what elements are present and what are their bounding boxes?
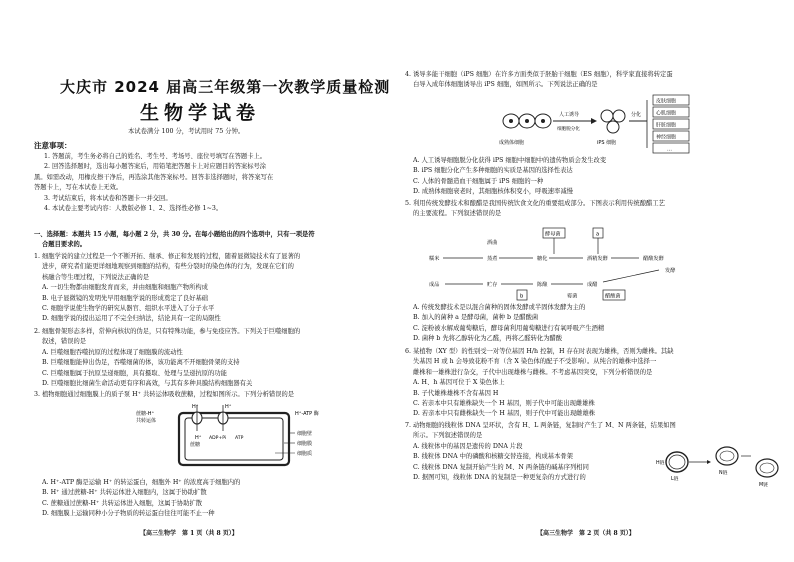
- fig5-steam: 蒸煮: [487, 256, 498, 262]
- question-6: [405, 347, 787, 420]
- note-line: 1. 答题前，考生务必将自己的姓名、考生号、考场号、座位号填写在答题卡上。: [44, 153, 267, 160]
- fig3-membrane-label: 细胞膜: [297, 441, 313, 447]
- fig5-aging: 陈酿: [537, 282, 548, 288]
- q6-option-b: B. 子代雄株雄株不含有基因 H: [413, 389, 499, 397]
- q7-option-d: D. 据图可知，线粒体 DNA 的复制是一种更复杂的方式进行的: [413, 474, 586, 482]
- q6-option-d: D. 若亲本中只有雌株缺失一个 H 基因，则子代中可能出现雌雄株: [413, 410, 596, 418]
- fig4-cell-item: 心肌细胞: [656, 110, 677, 117]
- q1-line: 进步，研究者们能更详细地观察到细胞的结构，有些分裂时的染色体的行为，发现在它们的: [42, 263, 294, 271]
- figure-4-ips: [497, 94, 717, 154]
- note-line: 黑。如需改动，用橡皮擦干净后，再选涂其他答案标号。回答非选择题时，将答案写在: [34, 173, 274, 181]
- fig3-atpase-label: H⁺-ATP 酶: [295, 411, 319, 417]
- q4-line: 白导入成年体细胞诱导出 iPS 细胞，如图所示。下列说法正确的是: [413, 81, 598, 89]
- q2-option-d: D. 巨噬细胞比细菌生命活动更有序和高效，与其有多种具膜结构细胞器有关: [42, 380, 253, 388]
- fig3-h-label: H⁺: [195, 435, 202, 441]
- fig7-l-strand: L链: [671, 477, 679, 482]
- q3-option-d: D. 细胞膜上运输同种小分子物质的转运蛋白往往可能不止一种: [42, 510, 215, 518]
- note-line: 4. 本试卷主要考试内容：人教版必修 1、2、选择性必修 1~3。: [44, 205, 223, 213]
- notes-block: [34, 152, 384, 214]
- differentiated-cells-list: [653, 95, 689, 153]
- fig3-h-label: H⁺: [192, 404, 199, 410]
- q6-line: 6. 某植物（XY 型）的性别受一对等位基因 H/h 控制，H 存在时表现为雄株，否则为雌株。其缺: [405, 348, 674, 355]
- fig5-bacteria: 醋酸菌: [605, 293, 621, 300]
- q4-option-a: A. 人工诱导细胞脱分化获得 iPS 细胞中细胞中的遗传物质会发生改变: [413, 157, 607, 164]
- fig5-sugar: 糖化: [537, 256, 548, 262]
- mature-cells: [503, 114, 551, 128]
- fig5-yeast: 酵母菌: [545, 231, 561, 238]
- question-3-options: [42, 478, 392, 520]
- fig3-symporter-label: 蔗糖-H⁺: [136, 411, 155, 417]
- q3-line: 3. 植物细胞通过细胞膜上的质子泵 H⁺ 共转运体吸收蔗糖，过程如图所示。下列分析错误的是: [34, 391, 295, 398]
- q2-option-a: A. 巨噬细胞吞噬抗原的过程体现了细胞膜的流动性: [42, 348, 183, 356]
- fig4-ips-label: iPS 细胞: [597, 140, 617, 146]
- fig4-induce-label: 人工诱导: [559, 112, 580, 118]
- q1-line: 核融合等生理过程，下列说法正确的是: [42, 273, 150, 281]
- section-line: 合题目要求的。: [42, 241, 87, 249]
- q2-option-c: C. 巨噬细胞属于抗原呈递细胞，具有摄取、处理与呈递抗原的功能: [42, 369, 227, 377]
- q7-option-b: B. 线粒体 DNA 中的磷酸和核糖交替连接，构成基本骨架: [413, 453, 573, 461]
- figure-3-transport: [135, 401, 355, 473]
- question-4: [405, 70, 785, 91]
- q4-option-c: C. 人体的骨髓造血干细胞属于 iPS 细胞的一种: [413, 177, 544, 185]
- page-footer: 【高三生物学 第 1 页（共 8 页）】: [140, 530, 238, 537]
- fig4-cell-item: 肝脏细胞: [656, 122, 677, 129]
- q2-line: 2. 细胞骨架形态多样，常伸向核状的伪足，只有特殊功能，参与免疫应答。下列关于巨噬细胞的: [34, 328, 301, 335]
- right-page: [397, 0, 794, 562]
- subject-title: 生物学试卷: [140, 102, 261, 124]
- fig3-cytoplasm-label: 细胞质: [297, 451, 313, 457]
- q4-option-d: D. 成熟体细胞衰老时，其细胞核体积变小，呼吸速率减慢: [413, 188, 573, 196]
- q5-option-c: C. 淀粉被水解成葡萄糖后，酵母菌利用葡萄糖进行有氧呼吸产生酒精: [413, 324, 605, 332]
- q7-line: 7. 动物细胞的线粒体 DNA 呈环状，含有 H、L 两条链，复制时产生了 M、N 两条链，结果如图: [405, 422, 676, 429]
- fig4-mature-label: 成熟体细胞: [499, 140, 525, 146]
- exam-title: 大庆市 2024 届高三年级第一次教学质量检测: [60, 78, 391, 96]
- q5-option-b: B. 加入的菌种 a 是酵母菌，菌种 b 是醋酸菌: [413, 314, 539, 322]
- fig5-raw: 糯米: [429, 256, 440, 262]
- exam-info: 本试卷满分 100 分，考试用时 75 分钟。: [128, 128, 245, 135]
- fig5-ferment: 发酵: [665, 268, 676, 274]
- fig5-storage: 贮存: [487, 282, 498, 288]
- q6-line: 雌株和一雄株进行杂交，子代中出现雄株与雌株。不考虑基因突变，下列分析错误的是: [413, 368, 653, 376]
- fig5-product: 成品: [429, 282, 440, 288]
- q3-option-a: A. H⁺-ATP 酶是运输 H⁺ 的转运蛋白，细胞外 H⁺ 的浓度高于细胞内的: [42, 479, 241, 486]
- fig4-cell-item: 神经细胞: [656, 134, 677, 141]
- fig4-dediff-label: 细胞脱分化: [557, 127, 580, 132]
- fig4-diff-label: 分化: [631, 112, 642, 118]
- figure-5-vinegar-process: [427, 226, 727, 302]
- ips-cells: [601, 110, 625, 133]
- fig5-acetic: 醋酸发酵: [643, 256, 664, 262]
- fig7-n-strand: N链: [719, 471, 728, 476]
- fig5-vinegar: 成醋: [587, 282, 598, 288]
- q7-line: 所示。下列叙述错误的是: [413, 432, 483, 440]
- section-line: 一、选择题：本题共 15 小题，每小题 2 分，共 30 分。在每小题给出的四个选项中，只有一项是符: [34, 231, 315, 238]
- q1-option-d: D. 细胞学说的提出运用了不完全归纳法，结论具有一定的局限性: [42, 315, 221, 323]
- fig5-alcohol: 酒精发酵: [587, 256, 608, 262]
- q2-line: 叙述，错误的是: [42, 338, 87, 346]
- q2-option-b: B. 巨噬细胞能伸出伪足，吞噬细菌的体，该功能离不开细胞骨架的支持: [42, 359, 240, 367]
- question-1: [34, 252, 389, 325]
- fig7-m-strand: M链: [759, 483, 768, 488]
- fig3-symporter-label2: 共转运体: [136, 418, 157, 424]
- fig4-cell-item: …: [667, 146, 672, 153]
- fig3-h-label: H⁺: [225, 404, 232, 410]
- question-7: [405, 421, 787, 442]
- note-line: 2. 回答选择题时，选出每小题答案后，用铅笔把答题卡上对应题目的答案标号涂: [44, 163, 267, 171]
- notes-heading: 注意事项：: [34, 141, 72, 150]
- q1-option-c: C. 细胞学说使生物学的研究从器官、组织水平进入了分子水平: [42, 305, 215, 313]
- q5-option-d: D. 菌种 b 先将乙醇转化为乙醛，再将乙醛转化为醋酸: [413, 335, 563, 343]
- q6-option-c: C. 若亲本中只有雄株缺失一个 H 基因，则子代中可能出现雌雄株: [413, 400, 595, 408]
- q6-option-a: A. H、h 基因可位于 X 染色体上: [413, 379, 505, 387]
- fig7-h-strand: H链: [656, 461, 665, 466]
- question-3: [34, 390, 389, 400]
- q4-option-b: B. iPS 细胞分化产生多种细胞的实质是基因的选择性表达: [413, 167, 573, 175]
- q5-option-a: A. 传统发酵技术是以混合菌种的固体发酵或半固体发酵为主的: [413, 304, 586, 311]
- fig5-a: a: [596, 231, 600, 238]
- fig4-cell-item: 皮肤细胞: [656, 98, 677, 105]
- q3-option-b: B. H⁺ 通过蔗糖-H⁺ 共转运体进入细胞内，这属于协助扩散: [42, 489, 207, 497]
- q6-line: 失基因 H 或 h 会导致花粉不育（含 X 染色体的配子不受影响）。从纯合的雄株中选择一: [413, 358, 657, 366]
- figure-7-mtdna: [655, 440, 787, 490]
- q5-line: 的主要流程。下列叙述错误的是: [413, 210, 502, 218]
- note-line: 答题卡上，写在本试卷上无效。: [34, 184, 123, 192]
- question-4-options: [413, 156, 788, 198]
- page-footer: 【高三生物学 第 2 页（共 8 页）】: [537, 530, 635, 537]
- q3-option-c: C. 蔗糖通过蔗糖-H⁺ 共转运体进入细胞，这属于协助扩散: [42, 499, 203, 507]
- q7-option-c: C. 线粒体 DNA 复制开始产生的 M、N 两条链的碱基序列相同: [413, 463, 589, 471]
- fig3-cell-wall-label: 细胞壁: [297, 431, 313, 437]
- fig3-sucrose-label: 蔗糖: [190, 442, 201, 448]
- mtdna-ring-replicating: [716, 447, 738, 465]
- fig3-atp-label: ATP: [235, 436, 244, 441]
- mtdna-ring-product: [756, 459, 778, 477]
- q5-line: 5. 利用传统发酵技术和酿醋是我国传统饮食文化的重要组成部分。下图表示利用传统酿醋工艺: [405, 200, 665, 207]
- fig3-adp-label: ADP+Pi: [209, 436, 227, 441]
- question-7-options: [413, 442, 648, 484]
- question-2: [34, 327, 389, 389]
- fig5-mold: 霉菌: [567, 293, 578, 300]
- fig5-jiu: 酒曲: [487, 240, 498, 246]
- note-line: 3. 考试结束后，将本试卷和答题卡一并交回。: [44, 194, 172, 202]
- section-heading: [34, 230, 389, 251]
- q7-option-a: A. 线粒体中的基因是遗传的 DNA 片段: [413, 443, 523, 450]
- q1-option-b: B. 电子显微镜的发明先早用细胞学说的形成奠定了良好基础: [42, 294, 209, 302]
- q4-line: 4. 诱导多能干细胞（iPS 细胞）在许多方面类似于胚胎干细胞（ES 细胞），科学家直接将转定蛋: [405, 71, 673, 78]
- fig5-b: b: [520, 293, 524, 300]
- question-5-options: [413, 303, 788, 345]
- q1-line: 1. 细胞学说的建立过程是一个不断开拓、继承、修正和发展的过程，随着显微镜技术有了显著的: [34, 253, 301, 260]
- q1-option-a: A. 一切生物都由细胞发育而来，并由细胞和细胞产物所构成: [42, 284, 208, 292]
- question-5: [405, 199, 785, 220]
